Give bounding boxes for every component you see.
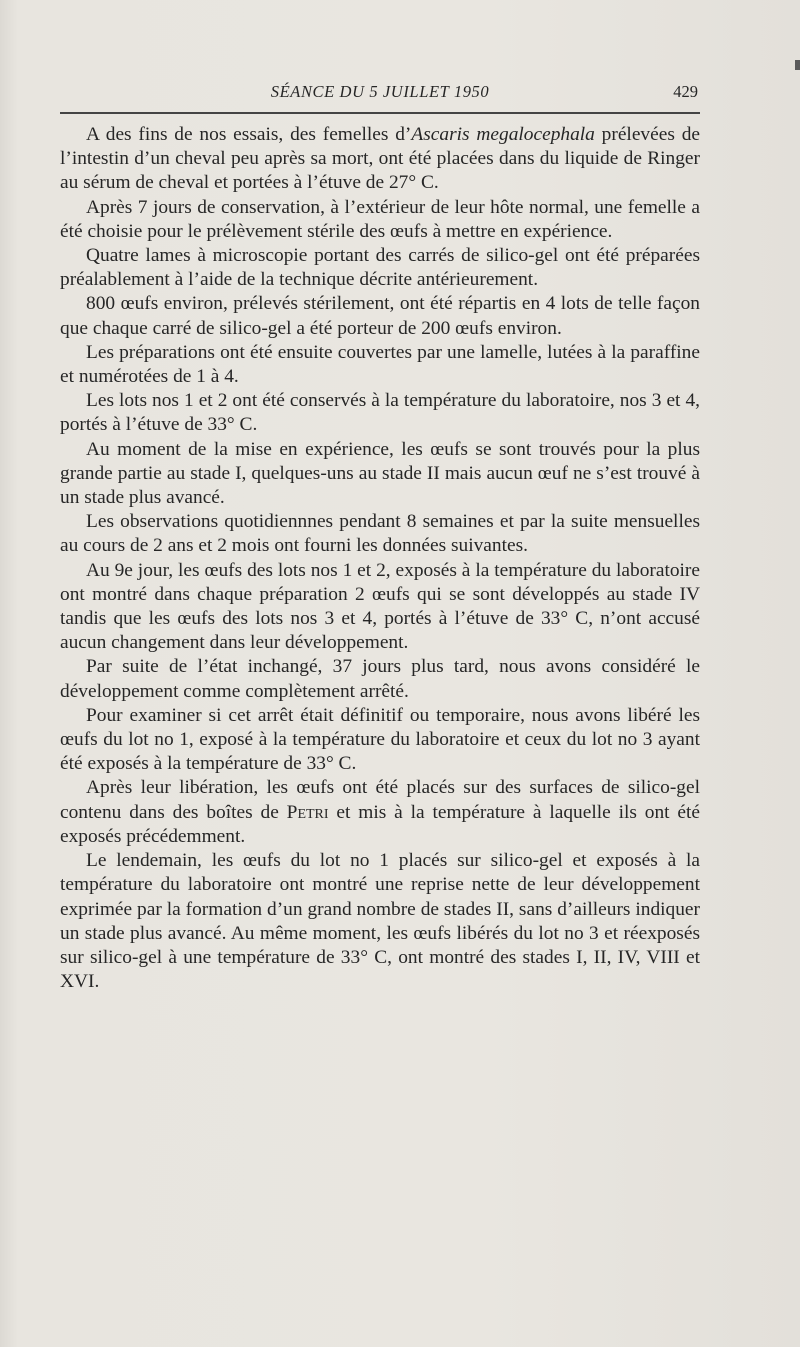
- paragraph-12-start: Après leur libération, les œufs ont été placés sur des surfaces de silico-gel contenu dans des boîtes de: [60, 777, 700, 823]
- paragraph-9: Au 9e jour, les œufs des lots nos 1 et 2, exposés à la température du laboratoire ont montré dans chaque préparation 2 œufs qui se sont développés au stade IV tandis que les œufs des lots nos 3 et 4, portés à l’étuve de 33° C, n’ont accusé aucun changement dans leur développement.: [60, 559, 700, 654]
- paragraph-3: Quatre lames à microscopie portant des carrés de silico-gel ont été préparées préalablement à l’aide de la technique décrite antérieurement.: [60, 245, 700, 291]
- body-text: [60, 123, 700, 994]
- paragraph-8: Les observations quotidiennnes pendant 8 semaines et par la suite mensuelles au cours de 2 ans et 2 mois ont fourni les données suivantes.: [60, 511, 700, 557]
- page-header: [60, 82, 700, 106]
- paragraph-10: Par suite de l’état inchangé, 37 jours plus tard, nous avons considéré le développement comme complètement arrêté.: [60, 656, 700, 702]
- paragraph-6: Les lots nos 1 et 2 ont été conservés à la température du laboratoire, nos 3 et 4, portés à l’étuve de 33° C.: [60, 390, 700, 436]
- paragraph-2: Après 7 jours de conservation, à l’extérieur de leur hôte normal, une femelle a été choisie pour le prélèvement stérile des œufs à mettre en expérience.: [60, 196, 700, 242]
- paragraph-12-end: et mis à la température à laquelle ils ont été exposés précédemment.: [60, 801, 700, 847]
- paragraph-13: Le lendemain, les œufs du lot no 1 placés sur silico-gel et exposés à la température du laboratoire ont montré une reprise nette de leur développement exprimée par la formation d’un grand nombre de stades II, sans d’ailleurs indiquer un stade plus avancé. Au même moment, les œufs libérés du lot no 3 et réexposés sur silico-gel à une température de 33° C, ont montré des stades I, II, IV, VIII et XVI.: [60, 850, 700, 993]
- paragraph-5: Les préparations ont été ensuite couvertes par une lamelle, lutées à la paraffine et numérotées de 1 à 4.: [60, 341, 700, 388]
- paragraph-1-end: prélevées de l’intestin d’un cheval peu après sa mort, ont été placées dans du liquide de Ringer au sérum de cheval et portées à l’étuve de 27° C.: [60, 124, 700, 194]
- header-rule: [60, 112, 700, 114]
- paragraph-1-start: A des fins de nos essais, des femelles d’: [86, 124, 412, 145]
- page-number: 429: [673, 82, 698, 101]
- running-title: SÉANCE DU 5 JUILLET 1950: [270, 82, 490, 101]
- paragraph-4: 800 œufs environ, prélevés stérilement, ont été répartis en 4 lots de telle façon que chaque carré de silico-gel a été porteur de 200 œufs environ.: [60, 293, 700, 339]
- page-edge-mark: [795, 60, 800, 70]
- paragraph-11: Pour examiner si cet arrêt était définitif ou temporaire, nous avons libéré les œufs du lot no 1, exposé à la température du laboratoire et ceux du lot no 3 ayant été exposés à la température de 33° C.: [60, 704, 700, 775]
- petri-name: Petri: [286, 801, 329, 823]
- paragraph-1: [60, 123, 700, 196]
- paragraph-12: [60, 776, 700, 849]
- paragraph-7: Au moment de la mise en expérience, les œufs se sont trouvés pour la plus grande partie au stade I, quelques-uns au stade II mais aucun œuf ne s’est trouvé à un stade plus avancé.: [60, 438, 700, 509]
- species-name: Ascaris megalocephala: [411, 124, 595, 145]
